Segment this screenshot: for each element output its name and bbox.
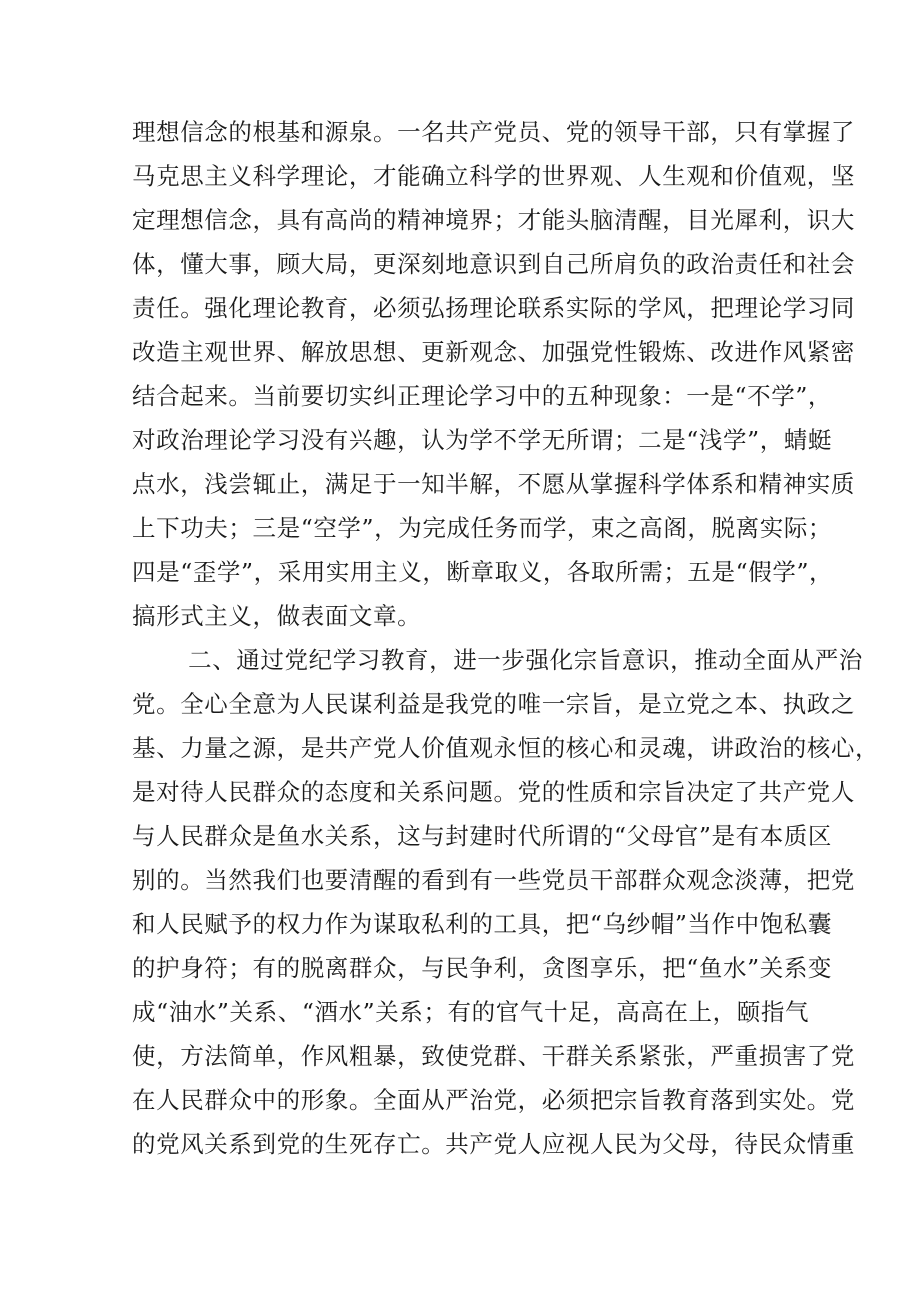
text-line: 上下功夫；三是“空学”，为完成任务而学，束之高阁，脱离实际；: [132, 514, 833, 542]
text-line: 改造主观世界、解放思想、更新观念、加强党性锻炼、改进作风紧密: [132, 338, 855, 366]
text-line: 四是“歪学”，采用实用主义，断章取义，各取所需；五是“假学”，: [132, 558, 834, 586]
text-line: 的护身符；有的脱离群众，与民争利，贪图享乐，把“鱼水”关系变: [132, 954, 833, 982]
text-line: 在人民群众中的形象。全面从严治党，必须把宗旨教育落到实处。党: [132, 1086, 855, 1114]
text-line: 与人民群众是鱼水关系，这与封建时代所谓的“父母官”是有本质区: [132, 822, 833, 850]
text-line: 的党风关系到党的生死存亡。共产党人应视人民为父母，待民众情重: [132, 1130, 855, 1158]
text-line: 别的。当然我们也要清醒的看到有一些党员干部群众观念淡薄，把党: [132, 866, 855, 894]
text-line: 成“油水”关系、“酒水”关系；有的官气十足，高高在上，颐指气: [132, 998, 810, 1026]
text-line: 对政治理论学习没有兴趣，认为学不学无所谓；二是“浅学”，蜻蜓: [132, 426, 833, 454]
text-line: 使，方法简单，作风粗暴，致使党群、干群关系紧张，严重损害了党: [132, 1042, 855, 1070]
text-line: 搞形式主义，做表面文章。: [132, 602, 422, 630]
section-heading-line: 二、通过党纪学习教育，进一步强化宗旨意识，推动全面从严治: [164, 646, 863, 674]
text-line: 体，懂大事，顾大局，更深刻地意识到自己所肩负的政治责任和社会: [132, 250, 855, 278]
text-line: 是对待人民群众的态度和关系问题。党的性质和宗旨决定了共产党人: [132, 778, 855, 806]
text-line: 和人民赋予的权力作为谋取私利的工具，把“乌纱帽”当作中饱私囊: [132, 910, 833, 938]
text-line: 党。全心全意为人民谋利益是我党的唯一宗旨，是立党之本、执政之: [132, 690, 855, 718]
text-line: 责任。强化理论教育，必须弘扬理论联系实际的学风，把理论学习同: [132, 294, 855, 322]
text-line: 基、力量之源，是共产党人价值观永恒的核心和灵魂，讲政治的核心，: [132, 734, 880, 762]
text-line: 定理想信念，具有高尚的精神境界；才能头脑清醒，目光犀利，识大: [132, 206, 855, 234]
text-line: 理想信念的根基和源泉。一名共产党员、党的领导干部，只有掌握了: [132, 118, 855, 146]
text-line: 马克思主义科学理论，才能确立科学的世界观、人生观和价值观，坚: [132, 162, 855, 190]
text-line: 点水，浅尝辄止，满足于一知半解，不愿从掌握科学体系和精神实质: [132, 470, 855, 498]
text-line: 结合起来。当前要切实纠正理论学习中的五种现象：一是“不学”，: [132, 382, 833, 410]
